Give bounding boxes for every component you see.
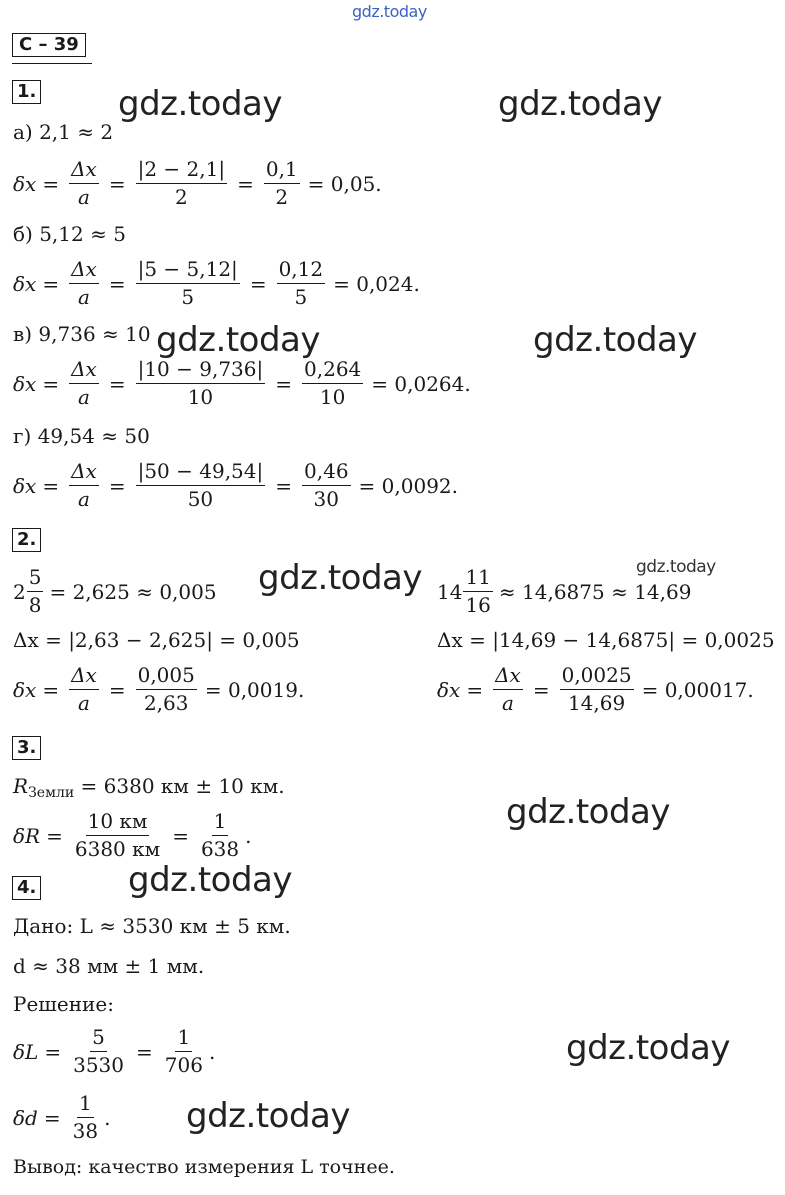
task1-g-head: г) 49,54 ≈ 50 — [13, 424, 150, 448]
task2-right-rel-error: δx = $\frac{\Delta x}{a}$ = $\frac{0,0025}{14,69}$ = 0,00017. — [437, 663, 754, 715]
task4-rel-error-diameter: δd = $\frac{1}{38}$ . — [13, 1091, 111, 1143]
task2-left-rel-error: δx = $\frac{\Delta x}{a}$ = $\frac{0,005}{2,63}$ = 0,0019. — [13, 663, 305, 715]
watermark: gdz.today — [498, 84, 662, 124]
task1-b-formula: δx = $\frac{\Delta x}{a}$ = $\frac{|5 - 5,12|}{5}$ = $\frac{0,12}{5}$ = 0,024. — [13, 257, 420, 309]
task1-a-formula: δx = $\frac{\Delta x}{a}$ = $\frac{|2 - 2,1|}{2}$ = $\frac{0,1}{2}$ = 0,05. — [13, 157, 382, 209]
watermark: gdz.today — [352, 2, 427, 21]
task1-v-formula: δx = $\frac{\Delta x}{a}$ = $\frac{|10 - 9,736|}{10}$ = $\frac{0,264}{10}$ = 0,0264. — [13, 357, 471, 409]
watermark: gdz.today — [566, 1028, 730, 1068]
task2-right-value: 14 $\frac{11}{16}$ ≈ 14,6875 ≈ 14,69 — [437, 565, 692, 617]
task-number: 2. — [12, 528, 41, 552]
task1-b-head: б) 5,12 ≈ 5 — [13, 222, 126, 246]
task4-given-diameter: d ≈ 38 мм ± 1 мм. — [13, 954, 205, 978]
task2-left-abs-error: Δx = |2,63 − 2,625| = 0,005 — [13, 628, 300, 652]
watermark: gdz.today — [506, 792, 670, 832]
watermark: gdz.today — [636, 557, 716, 577]
task3-radius: $R_{Земли} = 6380$ км ± 10 км. — [13, 774, 285, 801]
header-underline — [12, 63, 92, 64]
task1-v-head: в) 9,736 ≈ 10 — [13, 322, 151, 346]
task4-conclusion: Вывод: качество измерения L точнее. — [13, 1156, 395, 1178]
watermark: gdz.today — [118, 84, 282, 124]
watermark: gdz.today — [258, 558, 422, 598]
task4-solution-label: Решение: — [13, 992, 114, 1016]
task-number: 3. — [12, 736, 41, 760]
watermark: gdz.today — [533, 320, 697, 360]
task3-rel-error: δR = $\frac{10 км}{6380 км}$ = $\frac{1}{638}$ . — [13, 809, 252, 861]
section-title: С – 39 — [12, 33, 86, 57]
watermark: gdz.today — [156, 320, 320, 360]
task-number: 4. — [12, 876, 41, 900]
task2-left-value: 2 $\frac{5}{8}$ = 2,625 ≈ 0,005 — [13, 565, 217, 617]
task4-rel-error-length: δL = $\frac{5}{3530}$ = $\frac{1}{706}$ . — [13, 1025, 216, 1077]
task1-a-head: а) 2,1 ≈ 2 — [13, 120, 114, 144]
watermark: gdz.today — [128, 860, 292, 900]
task4-given-length: Дано: L ≈ 3530 км ± 5 км. — [13, 914, 291, 938]
watermark: gdz.today — [186, 1096, 350, 1136]
task-number: 1. — [12, 80, 41, 104]
task1-g-formula: δx = $\frac{\Delta x}{a}$ = $\frac{|50 - 49,54|}{50}$ = $\frac{0,46}{30}$ = 0,0092. — [13, 459, 458, 511]
task2-right-abs-error: Δx = |14,69 − 14,6875| = 0,0025 — [437, 628, 775, 652]
